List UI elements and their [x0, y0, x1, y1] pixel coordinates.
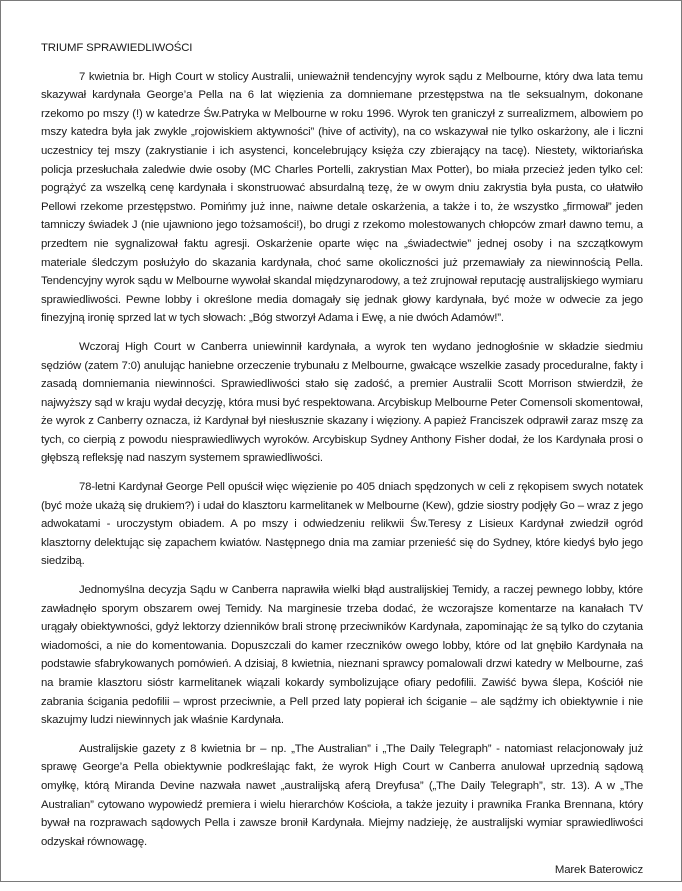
document-body — [41, 39, 643, 891]
author-signature: Marek Baterowicz — [554, 864, 643, 877]
paragraph-2: Wczoraj High Court w Canberra uniewinnił kardynała, a wyrok ten wydano jednogłośnie w składzie siedmiu sędziów (zatem 7:0) anulując haniebne orzeczenie trybunału z Melbourne, gwałcące wszelkie zasady proceduralne, fakty i zasadą domniemania niewinności. Sprawiedliwości stało się zadość, a premier Australii Scott Morrison stwierdził, że najwyższy sąd w kraju wydał decyzję, która musi być respektowana. Arcybiskup Melbourne Peter Comensoli skomentował, że wyrok z Canberry oznacza, iż Kardynał był niesłusznie skazany i więziony. A papież Franciszek odprawił zaraz mszę za tych, co cierpią z powodu niesprawiedliwych wyroków. Arcybiskup Sydney Anthony Fisher dodał, że los Kardynała prosi o głębszą refleksję nad naszym systemem sprawiedliwości. — [41, 340, 643, 465]
paragraph-3: 78-letni Kardynał George Pell opuścił więc więzienie po 405 dniach spędzonych w celi z rękopisem swych notatek (być może ukażą się drukiem?) i udał do klasztoru karmelitanek w Melbourne (Kew), gdzie siostry podjęły Go – wraz z jego adwokatami - uroczystym obiadem. A po mszy i odwiedzeniu relikwii Św.Teresy z Lisieux Kardynał zwiedził ogród klasztorny delektując się zapachem kwiatów. Następnego dnia ma zamiar przenieść się do Sydney, które kiedyś było jego siedzibą. — [41, 481, 643, 568]
paragraph-1: 7 kwietnia br. High Court w stolicy Australii, unieważnił tendencyjny wyrok sądu z Melbourne, który dwa lata temu skazywał kardynała George’a Pella na 6 lat więzienia za domniemane przestępstwa na tle seksualnym, dokonane rzekomo po mszy (!) w katedrze Św.Patryka w Melbourne w roku 1996. Wyrok ten graniczył z surrealizmem, albowiem po mszy katedra była jak zwykle „rojowiskiem aktywności” (hive of activity), na co wskazywał nie tylko oskarżony, ale i liczni uczestnicy tej mszy (zakrystianie i ich asystenci, koncelebrujący księża czy zbierający na tacę). Niestety, wiktoriańska policja przesłuchała zaledwie dwie osoby (MC Charles Portelli, zakrystian Max Potter), bo miała przecież jeden tylko cel: pogrążyć za wszelką cenę kardynała i skonstruować absurdalną tezę, że w owym dniu zakrystia była pusta, co ułatwiło Pellowi rzekome przestępstwo. Pomińmy już inne, naiwne detale oskarżenia, a także i to, że wszystko „firmował” jeden tamniczy świadek J (nie ujawniono jego tożsamości!), bo drugi z rzekomo molestowanych chłopców zmarł dawno temu, a przedtem nie sygnalizował faktu agresji. Oskarżenie oparte więc na „świadectwie” jednej osoby i na szczątkowym materiale śledczym posłużyło do skazania kardynała, choć same okoliczności już przemawiały za niewinnością Pella. Tendencyjny wyrok sądu w Melbourne wywołał skandal międzynarodowy, a też zrujnował reputację australijskiego wymiaru sprawiedliwości. Pewne lobby i określone media domagały się jednak głowy kardynała, być może w odwecie za jego finezyjną ironię sprzed lat w tych słowach: „Bóg stworzył Adama i Ewę, a nie dwóch Adamów!”. — [41, 70, 643, 325]
paragraph-5: Australijskie gazety z 8 kwietnia br – np. „The Australian” i „The Daily Telegraph” - natomiast relacjonowały już sprawę George’a Pella obiektywnie podkreślając fakt, że wyrok High Court w Canberra anulował uprzednią sądową omyłkę, którą Miranda Devine nazwała nawet „australijską aferą Dreyfusa” („The Daily Telegraph”, str. 13). A w „The Australian” cytowano wypowiedź premiera i wielu hierarchów Kościoła, a także jezuity i prawnika Franka Brennana, który bywał na rozprawach sądowych Pella i zawsze bronił Kardynała. Miejmy nadzieję, że australijski wymiar sprawiedliwości odzyskał równowagę. — [41, 742, 643, 848]
document-title: TRIUMF SPRAWIEDLIWOŚCI — [41, 42, 193, 54]
paragraph-4: Jednomyślna decyzja Sądu w Canberra naprawiła wielki błąd australijskiej Temidy, a raczej pewnego lobby, które zawładnęło sporym obszarem owej Temidy. Na marginesie trzeba dodać, że wczorajsze komentarze na kanałach TV urągały obiektywności, gdyż lektorzy dzienników brali stronę przeciwników Kardynała, zapominając że są tylko do czytania wiadomości, a nie do komentowania. Dopuszczali do kamer rzeczników owego lobby, które od lat gnębiło Kardynała na podstawie sfabrykowanych pomówień. A dzisiaj, 8 kwietnia, nieznani sprawcy pomalowali drzwi katedry w Melbourne, zaś na bramie klasztoru sióstr karmelitanek wiązali kokardy symbolizujące ofiary pedofilii. Zawiść bywa ślepa, Kościół nie zabrania ścigania pedofilii – wprost przeciwnie, a Pell przed laty popierał ich ściganie – ale sądźmy ich obiektywnie i nie skazujmy ludzi niewinnych jak właśnie Kardynała. — [41, 584, 643, 727]
